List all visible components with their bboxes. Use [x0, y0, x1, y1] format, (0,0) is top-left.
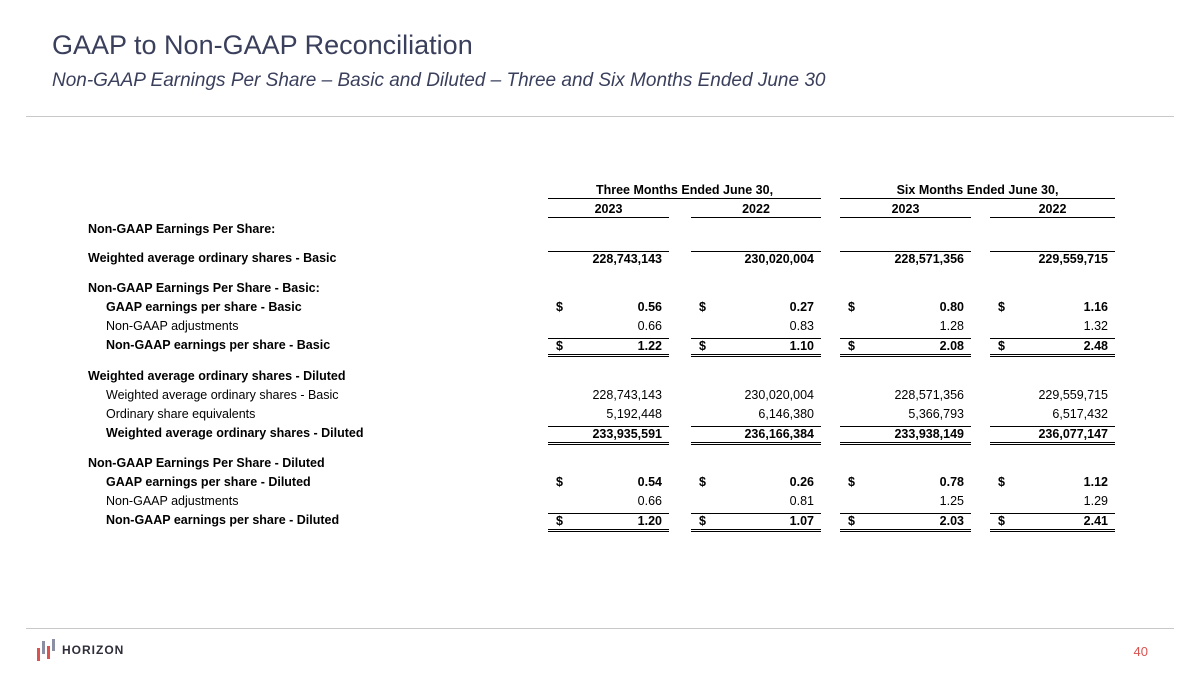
- row-label: GAAP earnings per share - Basic: [106, 300, 302, 314]
- value-cell: 0.66: [637, 319, 662, 333]
- top-divider: [26, 116, 1174, 117]
- horizon-logo: [36, 637, 124, 663]
- value-cell: 228,571,356: [894, 388, 964, 402]
- value-cell: $ 2.41: [990, 513, 1115, 532]
- table-row: [0, 281, 1200, 298]
- logo-text: HORIZON: [62, 643, 125, 657]
- value-cell: $ 0.56: [556, 300, 662, 314]
- table-row: [0, 513, 1200, 530]
- group-header-six-months: Six Months Ended June 30,: [840, 183, 1115, 199]
- value-cell: $ 1.10: [691, 338, 821, 357]
- page-subtitle: Non-GAAP Earnings Per Share – Basic and Diluted – Three and Six Months Ended June 30: [52, 70, 826, 91]
- row-label: Weighted average ordinary shares - Diluted: [88, 369, 346, 383]
- value-cell: 230,020,004: [744, 388, 814, 402]
- table-row: [0, 456, 1200, 473]
- value-cell: 228,743,143: [548, 251, 669, 268]
- table-row: [0, 319, 1200, 336]
- value-cell: $ 0.54: [556, 475, 662, 489]
- value-cell: 233,938,149: [840, 426, 971, 445]
- value-cell: 0.83: [789, 319, 814, 333]
- year-header: 2023: [840, 202, 971, 218]
- row-label: Weighted average ordinary shares - Basic: [106, 388, 339, 402]
- row-label: GAAP earnings per share - Diluted: [106, 475, 311, 489]
- value-cell: 228,743,143: [592, 388, 662, 402]
- table-row: [0, 338, 1200, 355]
- value-cell: 1.28: [939, 319, 964, 333]
- row-label: Non-GAAP adjustments: [106, 494, 239, 508]
- value-cell: $ 1.12: [998, 475, 1108, 489]
- row-label: Non-GAAP Earnings Per Share - Basic:: [88, 281, 320, 295]
- page-number: 40: [1133, 644, 1148, 659]
- row-label: Non-GAAP earnings per share - Diluted: [106, 513, 340, 527]
- row-label: Non-GAAP adjustments: [106, 319, 239, 333]
- value-cell: $ 2.48: [990, 338, 1115, 357]
- value-cell: 0.81: [789, 494, 814, 508]
- value-cell: $ 1.16: [998, 300, 1108, 314]
- value-cell: 236,166,384: [691, 426, 821, 445]
- value-cell: $ 0.80: [848, 300, 964, 314]
- table-row: [0, 369, 1200, 386]
- value-cell: 5,192,448: [606, 407, 662, 421]
- bottom-divider: [26, 628, 1174, 629]
- value-cell: 1.32: [1083, 319, 1108, 333]
- year-header: 2023: [548, 202, 669, 218]
- value-cell: $ 0.26: [699, 475, 814, 489]
- value-cell: $ 0.27: [699, 300, 814, 314]
- value-cell: 228,571,356: [840, 251, 971, 268]
- row-label: Non-GAAP earnings per share - Basic: [106, 338, 331, 352]
- row-label: Weighted average ordinary shares - Basic: [88, 251, 337, 265]
- value-cell: $ 2.03: [840, 513, 971, 532]
- value-cell: $ 1.22: [548, 338, 669, 357]
- value-cell: $ 1.20: [548, 513, 669, 532]
- value-cell: 230,020,004: [691, 251, 821, 268]
- value-cell: $ 1.07: [691, 513, 821, 532]
- table-row: [0, 222, 1200, 239]
- value-cell: $ 2.08: [840, 338, 971, 357]
- year-header: 2022: [691, 202, 821, 218]
- value-cell: 229,559,715: [990, 251, 1115, 268]
- value-cell: 236,077,147: [990, 426, 1115, 445]
- value-cell: 1.29: [1083, 494, 1108, 508]
- table-row: [0, 251, 1200, 268]
- value-cell: 6,517,432: [1052, 407, 1108, 421]
- value-cell: 229,559,715: [1038, 388, 1108, 402]
- value-cell: 0.66: [637, 494, 662, 508]
- horizon-logo-icon: [36, 637, 56, 663]
- table-row: [0, 475, 1200, 492]
- table-row: [0, 300, 1200, 317]
- row-label: Ordinary share equivalents: [106, 407, 256, 421]
- value-cell: 233,935,591: [548, 426, 669, 445]
- value-cell: 5,366,793: [908, 407, 964, 421]
- table-row: [0, 407, 1200, 424]
- row-label: Non-GAAP Earnings Per Share - Diluted: [88, 456, 325, 470]
- page-title: GAAP to Non-GAAP Reconciliation: [52, 30, 473, 60]
- value-cell: $ 0.78: [848, 475, 964, 489]
- year-header: 2022: [990, 202, 1115, 218]
- value-cell: 1.25: [939, 494, 964, 508]
- value-cell: 6,146,380: [758, 407, 814, 421]
- table-row: [0, 494, 1200, 511]
- table-row: [0, 388, 1200, 405]
- row-label: Weighted average ordinary shares - Diluted: [106, 426, 364, 440]
- table-row: [0, 426, 1200, 443]
- row-label: Non-GAAP Earnings Per Share:: [88, 222, 276, 236]
- group-header-three-months: Three Months Ended June 30,: [548, 183, 821, 199]
